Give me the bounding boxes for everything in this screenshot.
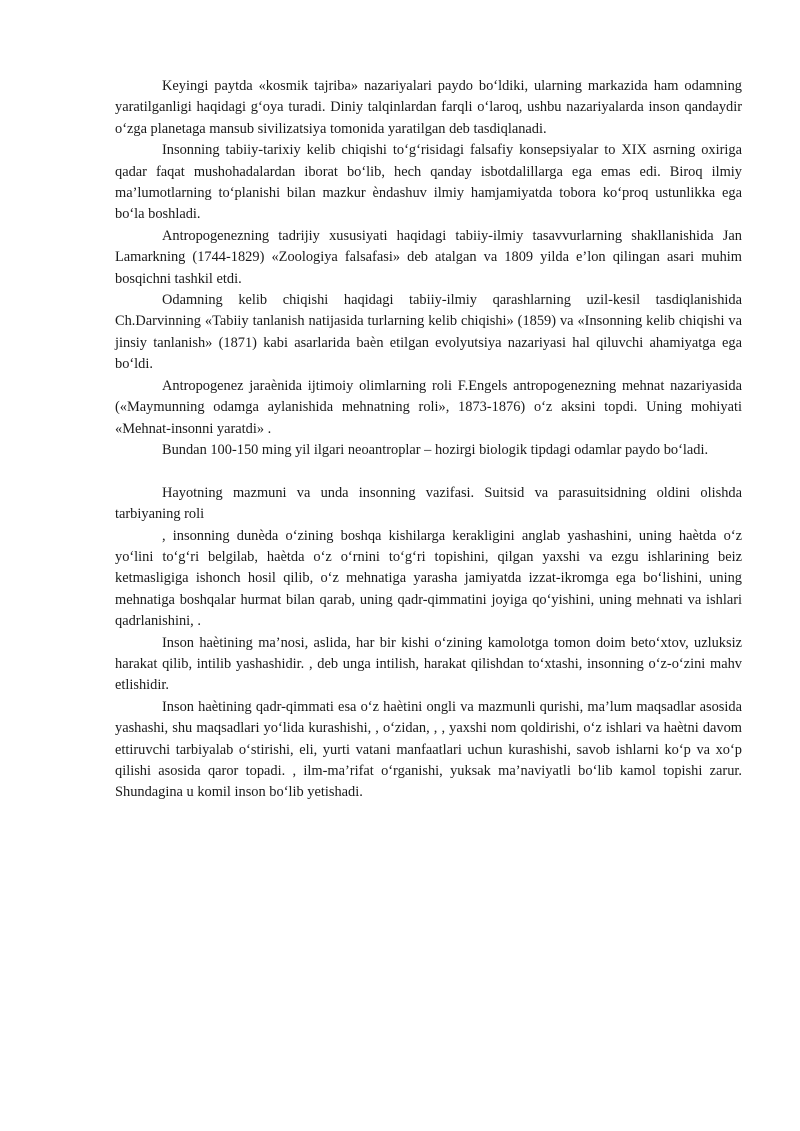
paragraph-inson-dunyoda: , insonning dunèda o‘zining boshqa kishilarga kerakligini anglab yashashini, uning haètda o‘z yo‘lini to‘g‘ri belgilab, haètda o‘z o‘rnini to‘g‘ri topishini, qilgan yaxshi va ezgu ishlarining beiz ketmasligiga ishonch hosil qilib, o‘z mehnatiga yarasha jamiyatda izzat-ikromga ega bo‘lishini, uning mehnatiga boshqalar hurmat bilan qarab, uning qadr-qimmatini joyiga qo‘yishini, uning mehnati va ishlari qadrlanishini, .: [115, 527, 742, 630]
paragraph-darvin: Odamning kelib chiqishi haqidagi tabiiy-ilmiy qarashlarning uzil-kesil tasdiqlanishida Ch.Darvinning «Tabiiy tanlanish natijasida turlarning kelib chiqishi» (1859) va «Insonning kelib chiqishi va jinsiy tanlanish» (1871) kabi asarlarida baèn etilgan evolyutsiya nazariyasi hal qiluvchi ahamiyatga ega bo‘ldi.: [115, 292, 742, 373]
section-heading-hayot-mazmuni: Hayotning mazmuni va unda insonning vazifasi. Suitsid va parasuitsidning oldini olishda tarbiyaning roli: [115, 484, 742, 523]
paragraph-tabiiy-tarixiy: Insonning tabiiy-tarixiy kelib chiqishi to‘g‘risidagi falsafiy konsepsiyalar to XIX asrning oxiriga qadar faqat mushohadalardan iborat bo‘lib, hech qanday isbotdalillarga ega emas edi. Biroq ilmiy ma’lumotlarning to‘planishi bilan mazkur èndashuv ilmiy hamjamiyatda tobora ko‘proq ustunlikka ega bo‘la boshladi.: [115, 142, 742, 223]
paragraph-kosmik-tajriba: Keyingi paytda «kosmik tajriba» nazariyalari paydo bo‘ldiki, ularning markazida ham odamning yaratilganligi haqidagi g‘oya turadi. Diniy talqinlardan farqli o‘laroq, ushbu nazariyalarda inson qandaydir o‘zga planetaga mansub sivilizatsiya tomonida yaratilgan deb tasdiqlanadi.: [115, 78, 742, 137]
document-body: [115, 76, 742, 804]
section-spacer: [115, 461, 742, 482]
paragraph-engels: Antropogenez jaraènida ijtimoiy olimlarning roli F.Engels antropogenezning mehnat nazariyasida («Maymunning odamga aylanishida mehnatning roli», 1873-1876) o‘z aksini topdi. Uning mohiyati «Mehnat-insonni yaratdi» .: [115, 377, 742, 437]
paragraph-lamark: Antropogenezning tadrijiy xususiyati haqidagi tabiiy-ilmiy tasavvurlarning shakllanishida Jan Lamarkning (1744-1829) «Zoologiya falsafasi» deb atalgan va 1809 yilda e’lon qilingan asari muhim bosqichni tashkil etdi.: [115, 227, 742, 287]
paragraph-hayot-manosi: Inson haètining ma’nosi, aslida, har bir kishi o‘zining kamolotga tomon doim beto‘xtov, uzluksiz harakat qilib, intilib yashashidir. , deb unga intilish, harakat qilishdan to‘xtashi, insonning o‘z-o‘zini mahv etlishidir.: [115, 634, 742, 694]
paragraph-hayot-qadri: Inson haètining qadr-qimmati esa o‘z haètini ongli va mazmunli qurishi, ma’lum maqsadlar asosida yashashi, shu maqsadlari yo‘lida kurashishi, , o‘zidan, , , yaxshi nom qoldirishi, o‘z ishlari va haètni davom ettiruvchi tarbiyalab o‘stirishi, eli, yurti vatani manfaatlari uchun kurashishi, savob ishlarni ko‘p va xo‘p qilishi asosida qaror topadi. , ilm-ma’rifat o‘rganishi, yuksak ma’naviyatli bo‘lib kamol topishi zarur. Shundagina u komil inson bo‘lib yetishadi.: [115, 698, 742, 801]
paragraph-neoantroplar: Bundan 100-150 ming yil ilgari neoantroplar – hozirgi biologik tipdagi odamlar paydo bo‘ladi.: [162, 441, 709, 458]
